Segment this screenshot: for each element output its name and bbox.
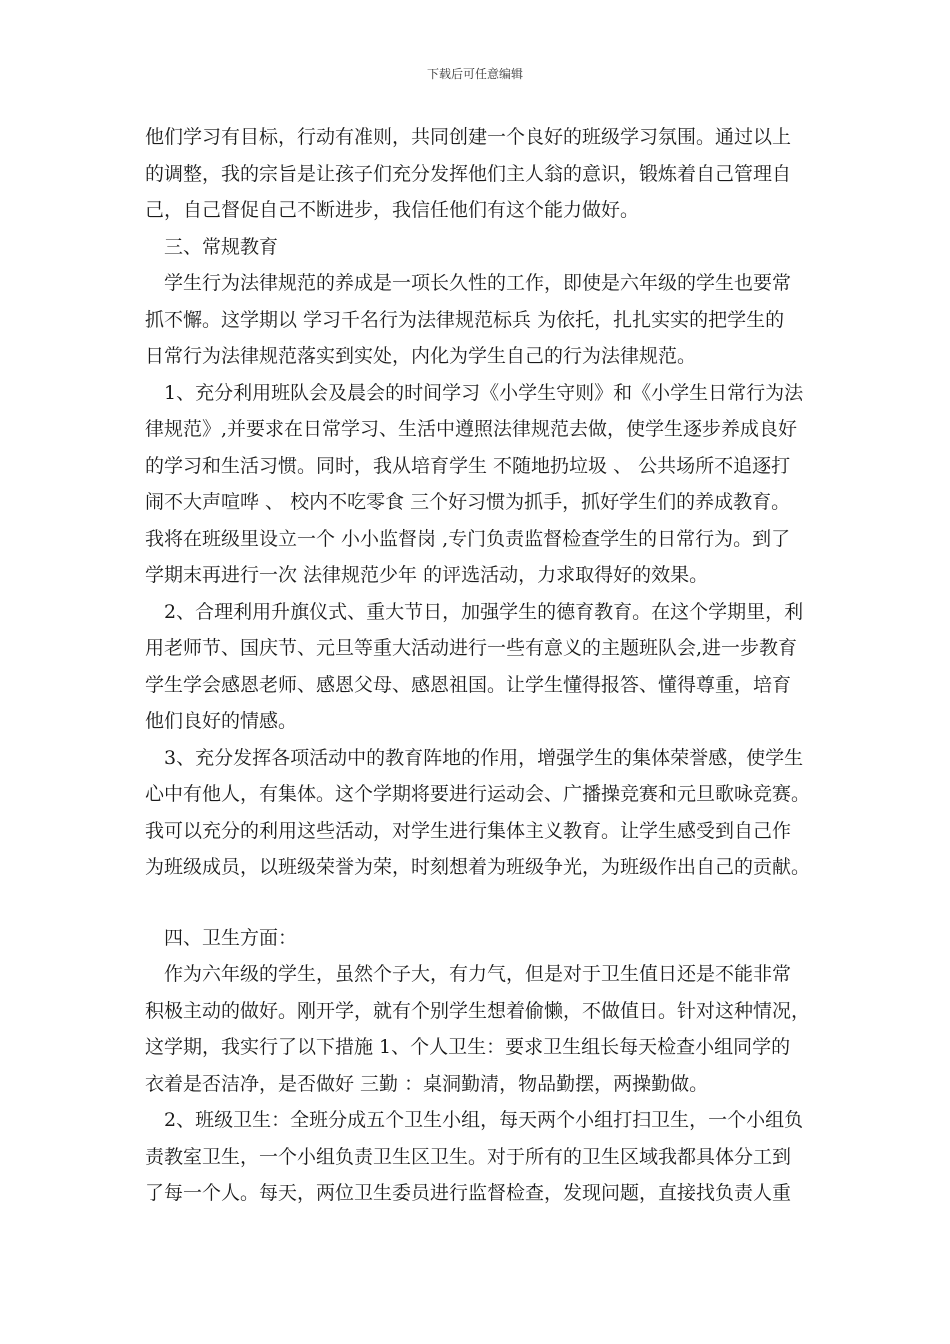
- text-line: 律规范》,并要求在日常学习、生活中遵照法律规范去做，使学生逐步养成良好: [145, 418, 798, 440]
- text-line: 我将在班级里设立一个 小小监督岗 ,专门负责监督检查学生的日常行为。到了: [145, 527, 791, 550]
- text-line: 用老师节、国庆节、元旦等重大活动进行一些有意义的主题班队会,进一步教育: [145, 637, 798, 659]
- text-line: 心中有他人，有集体。这个学期将要进行运动会、广播操竞赛和元旦歌咏竞赛。: [145, 783, 811, 805]
- document-body: [145, 119, 825, 1212]
- text-line: 作为六年级的学生，虽然个子大，有力气，但是对于卫生值日还是不能非常: [164, 963, 792, 985]
- blank-line: [145, 886, 825, 920]
- text-line: 衣着是否洁净，是否做好 三勤 ：桌洞勤清，物品勤摆，两操勤做。: [145, 1072, 709, 1095]
- text-line: 了每一个人。每天，两位卫生委员进行监督检查，发现问题，直接找负责人重: [145, 1182, 792, 1204]
- page-header-note: 下载后可任意编辑: [426, 67, 523, 81]
- text-line: 责教室卫生，一个小组负责卫生区卫生。对于所有的卫生区域我都具体分工到: [145, 1145, 792, 1168]
- text-line: 我可以充分的利用这些活动，对学生进行集体主义教育。让学生感受到自己作: [145, 819, 792, 842]
- text-line: 的调整，我的宗旨是让孩子们充分发挥他们主人翁的意识，锻炼着自己管理自: [145, 162, 792, 185]
- text-line: 1、充分利用班队会及晨会的时间学习《小学生守则》和《小学生日常行为法: [164, 381, 804, 404]
- text-line: 己，自己督促自己不断进步，我信任他们有这个能力做好。: [145, 199, 640, 221]
- text-line: 他们学习有目标，行动有准则，共同创建一个良好的班级学习氛围。通过以上: [145, 126, 792, 148]
- text-line: 2、合理利用升旗仪式、重大节日，加强学生的德育教育。在这个学期里，利: [164, 600, 804, 623]
- text-line: 3、充分发挥各项活动中的教育阵地的作用，增强学生的集体荣誉感，使学生: [164, 746, 804, 769]
- text-line: 闹不大声喧哗 、 校内不吃零食 三个好习惯为抓手，抓好学生们的养成教育。: [145, 491, 791, 513]
- text-line: 抓不懈。这学期以 学习千名行为法律规范标兵 为依托，扎扎实实的把学生的: [145, 308, 785, 331]
- section-heading: 四、卫生方面：: [164, 926, 298, 949]
- text-line: 他们良好的情感。: [145, 710, 298, 732]
- text-line: 日常行为法律规范落实到实处，内化为学生自己的行为法律规范。: [145, 345, 697, 367]
- text-line: 积极主动的做好。刚开学，就有个别学生想着偷懒，不做值日。针对这种情况，: [145, 999, 811, 1022]
- text-line: 学生学会感恩老师、感恩父母、感恩祖国。让学生懂得报答、懂得尊重，培育: [145, 673, 792, 696]
- section-heading: 三、常规教育: [164, 235, 279, 258]
- text-line: 的学习和生活习惯。同时，我从培育学生 不随地扔垃圾 、 公共场所不追逐打: [145, 454, 791, 477]
- text-line: 这学期，我实行了以下措施 1、个人卫生：要求卫生组长每天检查小组同学的: [145, 1036, 791, 1058]
- text-line: 2、班级卫生：全班分成五个卫生小组，每天两个小组打扫卫生，一个小组负: [164, 1109, 804, 1131]
- text-line: 学生行为法律规范的养成是一项长久性的工作，即使是六年级的学生也要常: [164, 272, 792, 294]
- text-line: 为班级成员，以班级荣誉为荣，时刻想着为班级争光，为班级作出自己的贡献。: [145, 856, 811, 878]
- text-line: 学期末再进行一次 法律规范少年 的评选活动，力求取得好的效果。: [145, 564, 709, 586]
